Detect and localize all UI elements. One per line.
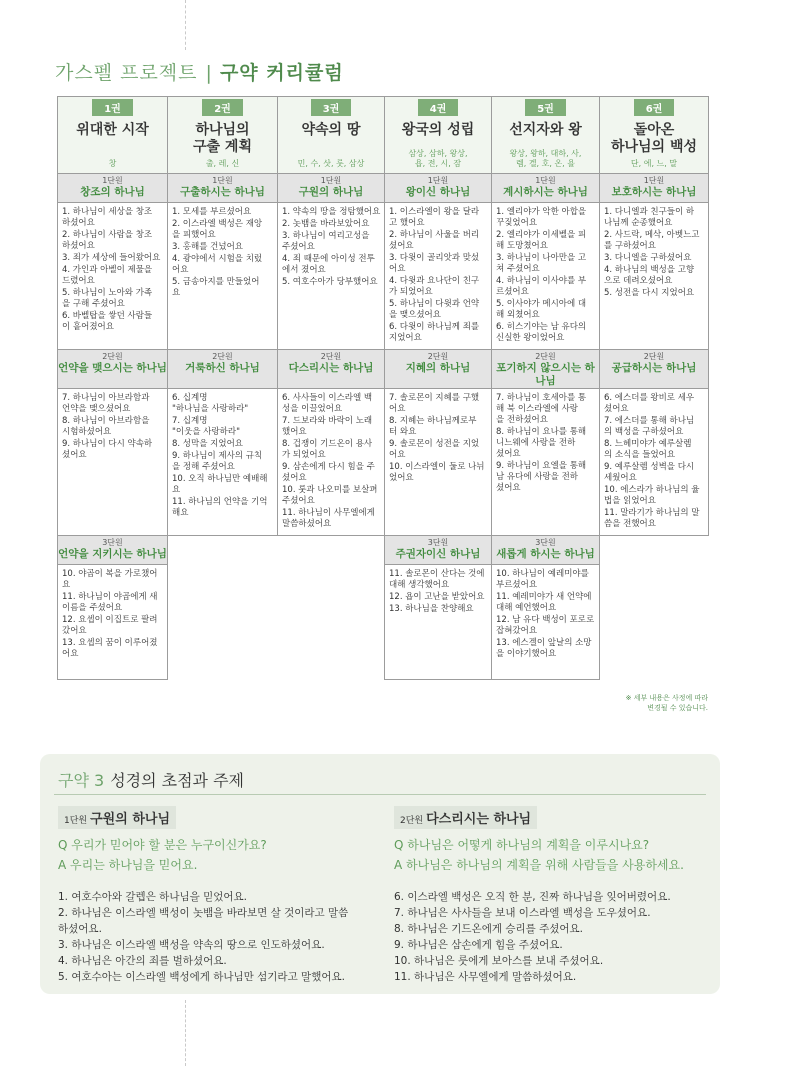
unit-title: 계시하시는 하나님 <box>503 186 588 198</box>
unit-number: 1단원 <box>427 176 449 185</box>
volume-number: 2권 <box>202 99 243 116</box>
lesson-item: 8. 성막을 지었어요 <box>172 439 243 449</box>
question: Q 우리가 믿어야 할 분은 누구이신가요? <box>58 838 267 852</box>
lesson-item: 3. 하나님이 여리고성을 주셨어요 <box>282 231 370 252</box>
lesson-item: 9. 솔로몬이 성전을 지었 어요 <box>389 439 480 460</box>
lesson-cell <box>58 203 168 350</box>
lesson-cell <box>492 565 600 680</box>
unit-number: 1단원 <box>320 176 342 185</box>
lesson-item: 3. 다윗이 골리앗과 맞섰 어요 <box>389 253 480 274</box>
volume-books: 창 <box>108 159 117 168</box>
lesson-item: 8. 지혜는 하나님께로부 터 와요 <box>389 416 477 437</box>
lesson-item: 11. 하나님의 언약을 기억 해요 <box>172 497 268 518</box>
unit-header <box>58 350 168 389</box>
lesson-item: 5. 여호수아는 이스라엘 백성에게 하나님만 섬기라고 말했어요. <box>58 971 345 983</box>
volume-title: 돌아온 하나님의 백성 <box>610 122 698 155</box>
unit-header <box>385 350 492 389</box>
lesson-item: 9. 하나님은 삼손에게 힘을 주셨어요. <box>394 939 563 951</box>
series-name: 가스펠 프로젝트 <box>55 62 198 84</box>
lesson-item: 4. 하나님의 백성을 고향 으로 데려오셨어요 <box>604 265 695 286</box>
lesson-item: 10. 하나님이 예레미야를 부르셨어요 <box>496 569 589 590</box>
unit-number: 1단원 <box>102 176 123 185</box>
lesson-item: 8. 겁쟁이 기드온이 용사 가 되었어요 <box>282 439 373 460</box>
lesson-cell <box>58 565 168 680</box>
lesson-list <box>600 203 708 304</box>
question-answer <box>58 835 368 875</box>
unit-header <box>168 174 278 203</box>
unit-number: 2단원 <box>643 352 665 361</box>
lesson-cell <box>600 389 709 536</box>
lesson-item: 10. 하나님은 룻에게 보아스를 보내 주셨어요. <box>394 955 604 967</box>
page-title <box>55 58 344 85</box>
volume-title: 위대한 시작 <box>76 122 149 138</box>
lesson-item: 10. 오직 하나님만 예배해 요 <box>172 474 268 495</box>
lesson-list <box>58 889 368 985</box>
question: Q 하나님은 어떻게 하나님의 계획을 이루시나요? <box>394 838 650 852</box>
lesson-item: 4. 광야에서 시험을 치렀 어요 <box>172 254 263 275</box>
lesson-item: 10. 룻과 나오미를 보살펴 주셨어요 <box>282 485 378 506</box>
volume-number: 5권 <box>525 99 566 116</box>
lesson-list <box>492 389 599 499</box>
lesson-item: 7. 십계명 "이웃을 사랑하라" <box>172 416 240 437</box>
volume-number: 4권 <box>418 99 459 116</box>
lesson-list <box>600 389 708 535</box>
unit-title: 구출하시는 하나님 <box>180 186 265 198</box>
lesson-list <box>278 203 384 293</box>
unit-number: 1단원 <box>535 176 556 185</box>
focus-heading <box>58 768 244 791</box>
empty-cell <box>600 536 709 565</box>
lesson-list <box>58 389 167 466</box>
lesson-item: 3. 하나님이 나아만을 고 쳐 주셨어요 <box>496 253 587 274</box>
volume-title: 왕국의 성립 <box>401 122 475 138</box>
unit-header <box>600 174 709 203</box>
unit-header <box>600 350 709 389</box>
unit-number: 1단원 <box>64 816 88 826</box>
lesson-row <box>58 565 709 680</box>
unit-title: 언약을 맺으시는 하나님 <box>58 362 167 374</box>
lesson-cell <box>168 389 278 536</box>
unit-number: 1단원 <box>212 176 233 185</box>
lesson-item: 8. 하나님은 기드온에게 승리를 주셨어요. <box>394 923 583 935</box>
unit-header <box>492 174 600 203</box>
lesson-item: 2. 이스라엘 백성은 재앙 을 피했어요 <box>172 219 263 240</box>
unit-header <box>58 174 168 203</box>
unit-title-row <box>58 174 709 203</box>
unit-number: 2단원 <box>427 352 449 361</box>
lesson-cell <box>278 389 385 536</box>
lesson-item: 4. 하나님이 이사야를 부 르셨어요 <box>496 276 587 297</box>
lesson-item: 5. 이사야가 메시아에 대 해 외쳤어요 <box>496 299 587 320</box>
lesson-item: 10. 이스라엘이 둘로 나뉘 었어요 <box>389 462 485 483</box>
lesson-item: 2. 하나님이 사울을 버리 셨어요 <box>389 230 480 251</box>
empty-cell <box>168 536 278 565</box>
lesson-item: 5. 성전을 다시 지었어요 <box>604 288 695 298</box>
unit-number: 2단원 <box>212 352 233 361</box>
volume-number: 3권 <box>311 99 352 116</box>
curriculum-title: 구약 커리큘럼 <box>219 62 344 84</box>
lesson-list <box>58 203 167 338</box>
volume-number: 6권 <box>634 99 675 116</box>
lesson-list <box>394 889 704 985</box>
lesson-cell <box>492 203 600 350</box>
unit-title-row <box>58 350 709 389</box>
unit-title: 구원의 하나님 <box>298 186 364 198</box>
unit-header <box>168 350 278 389</box>
lesson-item: 4. 죄 때문에 아이성 전투 에서 졌어요 <box>282 254 375 275</box>
fold-guide-bottom <box>185 1000 186 1066</box>
lesson-item: 5. 금송아지를 만들었어 요 <box>172 277 260 298</box>
unit-title: 공급하시는 하나님 <box>611 362 697 374</box>
lesson-item: 11. 하나님이 야곱에게 새 이름을 주셨어요 <box>62 592 158 613</box>
lesson-item: 11. 하나님은 사무엘에게 말씀하셨어요. <box>394 971 577 983</box>
volume-cell <box>58 97 168 174</box>
lesson-item: 3. 홍해를 건넜어요 <box>172 242 243 252</box>
volume-books: 삼상, 삼하, 왕상, 욥, 전, 시, 잠 <box>408 149 468 168</box>
unit-header <box>385 536 492 565</box>
lesson-item: 11. 솔로몬이 산다는 것에 대해 생각했어요 <box>389 569 485 590</box>
unit-header <box>385 174 492 203</box>
lesson-item: 1. 다니엘과 친구들이 하 나님께 순종했어요 <box>604 207 695 228</box>
lesson-list <box>492 203 599 349</box>
lesson-item: 8. 하나님이 요나를 통해 니느웨에 사랑을 전하 셨어요 <box>496 427 587 459</box>
lesson-item: 2. 사드락, 메삭, 아벳느고 를 구하셨어요 <box>604 230 700 251</box>
lesson-item: 13. 하나님을 찬양해요 <box>389 604 474 614</box>
unit-number: 2단원 <box>102 352 123 361</box>
lesson-cell <box>385 203 492 350</box>
volume-number: 1권 <box>92 99 133 116</box>
change-notice: ※ 세부 내용은 사정에 따라 변경될 수 있습니다. <box>625 694 708 712</box>
lesson-item: 11. 예레미야가 새 언약에 대해 예언했어요 <box>496 592 592 613</box>
lesson-item: 1. 약속의 땅을 정탐했어요 <box>282 207 381 217</box>
lesson-item: 1. 하나님이 세상을 창조 하셨어요 <box>62 207 153 228</box>
lesson-item: 1. 엘리야가 악한 아합을 꾸짖었어요 <box>496 207 587 228</box>
lesson-item: 9. 하나님이 다시 약속하 셨어요 <box>62 439 153 460</box>
volume-books: 출, 레, 신 <box>205 159 240 168</box>
unit-title: 주권자이신 하나님 <box>395 548 481 560</box>
lesson-item: 7. 하나님이 호세아를 통 해 북 이스라엘에 사랑 을 전하셨어요 <box>496 393 587 425</box>
volume-cell <box>600 97 709 174</box>
lesson-item: 3. 하나님은 이스라엘 백성을 약속의 땅으로 인도하셨어요. <box>58 939 325 951</box>
lesson-item: 8. 느헤미야가 예루살렘 의 소식을 들었어요 <box>604 439 692 460</box>
lesson-item: 5. 여호수아가 당부했어요 <box>282 277 378 287</box>
unit-header <box>278 174 385 203</box>
lesson-item: 6. 다윗이 하나님께 죄를 지었어요 <box>389 322 480 343</box>
lesson-row <box>58 203 709 350</box>
lesson-item: 7. 솔로몬이 지혜를 구했 어요 <box>389 393 480 414</box>
unit-number: 2단원 <box>535 352 556 361</box>
question-answer <box>394 835 704 875</box>
lesson-item: 1. 모세를 부르셨어요 <box>172 207 252 217</box>
lesson-item: 12. 요셉이 이집트로 팔려 갔어요 <box>62 615 158 636</box>
unit-number: 3단원 <box>535 538 556 547</box>
lesson-list <box>492 565 599 665</box>
volume-cell <box>385 97 492 174</box>
lesson-item: 7. 에스더를 통해 하나님 의 백성을 구하셨어요 <box>604 416 695 437</box>
lesson-list <box>385 203 491 349</box>
unit-title: 언약을 지키시는 하나님 <box>58 548 167 560</box>
volume-cell <box>492 97 600 174</box>
unit-title: 다스리시는 하나님 <box>426 812 532 827</box>
lesson-item: 4. 가인과 아벨이 제물을 드렸어요 <box>62 265 153 286</box>
volume-books: 왕상, 왕하, 대하, 사, 렘, 겔, 호, 온, 욜 <box>509 149 582 168</box>
unit-number: 2단원 <box>400 816 424 826</box>
unit-number: 1단원 <box>643 176 665 185</box>
lesson-item: 9. 하나님이 제사의 규칙 을 정해 주셨어요 <box>172 451 263 472</box>
lesson-item: 6. 에스더를 왕비로 세우 셨어요 <box>604 393 695 414</box>
unit-tag <box>58 806 176 829</box>
lesson-item: 11. 하나님이 사무엘에게 말씀하셨어요 <box>282 508 375 529</box>
lesson-item: 2. 하나님은 이스라엘 백성이 놋뱀을 바라보면 살 것이라고 말씀 하셨어요. <box>58 907 349 935</box>
unit-number: 3단원 <box>427 538 449 547</box>
lesson-item: 2. 하나님이 사람을 창조 하셨어요 <box>62 230 153 251</box>
lesson-item: 2. 놋뱀을 바라보았어요 <box>282 219 370 229</box>
title-divider: | <box>205 62 212 84</box>
lesson-list <box>168 203 277 304</box>
lesson-item: 1. 이스라엘이 왕을 달라 고 했어요 <box>389 207 480 228</box>
empty-cell <box>600 565 709 680</box>
lesson-cell <box>600 203 709 350</box>
empty-cell <box>278 565 385 680</box>
lesson-item: 9. 삼손에게 다시 힘을 주 셨어요 <box>282 462 375 483</box>
lesson-item: 3. 다니엘을 구하셨어요 <box>604 253 692 263</box>
lesson-item: 10. 야곱이 복을 가로챘어 요 <box>62 569 158 590</box>
lesson-list <box>168 389 277 524</box>
lesson-item: 1. 여호수아와 갈렙은 하나님을 믿었어요. <box>58 891 247 903</box>
unit-title: 지혜의 하나님 <box>405 362 471 374</box>
lesson-item: 7. 하나님은 사사들을 보내 이스라엘 백성을 도우셨어요. <box>394 907 651 919</box>
lesson-item: 7. 하나님이 아브라함과 언약을 맺으셨어요 <box>62 393 150 414</box>
lesson-item: 6. 십계명 "하나님을 사랑하라" <box>172 393 249 414</box>
lesson-item: 6. 사사들이 이스라엘 백 성을 이끌었어요 <box>282 393 373 414</box>
answer: A 우리는 하나님을 믿어요. <box>58 858 198 872</box>
unit-title: 포기하지 않으시는 하나님 <box>496 362 595 387</box>
unit-title: 구원의 하나님 <box>90 812 170 827</box>
lesson-item: 7. 드보라와 바락이 노래 했어요 <box>282 416 373 437</box>
lesson-item: 12. 욥이 고난을 받았어요 <box>389 592 485 602</box>
lesson-item: 9. 예루살렘 성벽을 다시 세웠어요 <box>604 462 695 483</box>
unit-number: 2단원 <box>320 352 342 361</box>
volume-header-row <box>58 97 709 174</box>
focus-theme-panel <box>40 754 720 994</box>
unit-title: 다스리시는 하나님 <box>288 362 374 374</box>
lesson-cell <box>385 389 492 536</box>
lesson-item: 13. 에스겔이 앞날의 소망 을 이야기했어요 <box>496 638 592 659</box>
lesson-item: 12. 남 유다 백성이 포로로 잡혀갔어요 <box>496 615 595 636</box>
lesson-item: 4. 하나님은 아간의 죄를 벌하셨어요. <box>58 955 227 967</box>
unit-header <box>58 536 168 565</box>
unit-title: 왕이신 하나님 <box>405 186 471 198</box>
volume-title: 약속의 땅 <box>301 122 361 138</box>
lesson-item: 10. 에스라가 하나님의 율 법을 읽었어요 <box>604 485 700 506</box>
lesson-item: 4. 다윗과 요나단이 친구 가 되었어요 <box>389 276 480 297</box>
lesson-item: 11. 말라기가 하나님의 말 씀을 전했어요 <box>604 508 700 529</box>
lesson-item: 13. 요셉의 꿈이 이루어졌 어요 <box>62 638 158 659</box>
focus-title: 성경의 초점과 주제 <box>110 771 245 790</box>
focus-unit-1 <box>58 806 368 985</box>
lesson-item: 5. 하나님이 다윗과 언약 을 맺으셨어요 <box>389 299 480 320</box>
unit-title-row <box>58 536 709 565</box>
unit-header <box>278 350 385 389</box>
empty-cell <box>168 565 278 680</box>
volume-cell <box>168 97 278 174</box>
lesson-item: 9. 하나님이 요엘을 통해 남 유다에 사랑을 전하 셨어요 <box>496 461 587 493</box>
focus-series: 구약 3 <box>58 771 105 790</box>
unit-title: 새롭게 하시는 하나님 <box>496 548 595 560</box>
lesson-cell <box>278 203 385 350</box>
focus-divider <box>54 794 706 795</box>
focus-unit-2 <box>394 806 704 985</box>
answer: A 하나님은 하나님의 계획을 위해 사람들을 사용하세요. <box>394 858 684 872</box>
volume-title: 하나님의 구출 계획 <box>193 122 252 155</box>
lesson-row <box>58 389 709 536</box>
lesson-cell <box>385 565 492 680</box>
volume-cell <box>278 97 385 174</box>
lesson-list <box>278 389 384 535</box>
volume-title: 선지자와 왕 <box>509 122 582 138</box>
lesson-item: 2. 엘리야가 이세벨을 피 해 도망쳤어요 <box>496 230 587 251</box>
empty-cell <box>278 536 385 565</box>
unit-title: 보호하시는 하나님 <box>611 186 697 198</box>
lesson-list <box>385 389 491 489</box>
fold-guide-top <box>185 0 186 50</box>
unit-header <box>492 536 600 565</box>
lesson-cell <box>58 389 168 536</box>
unit-header <box>492 350 600 389</box>
unit-title: 창조의 하나님 <box>80 186 145 198</box>
volume-books: 단, 에, 느, 말 <box>630 159 678 168</box>
lesson-item: 5. 하나님이 노아와 가족 을 구해 주셨어요 <box>62 288 153 309</box>
curriculum-table <box>57 96 709 680</box>
lesson-item: 3. 죄가 세상에 들어왔어요 <box>62 253 161 263</box>
unit-title: 거룩하신 하나님 <box>185 362 260 374</box>
lesson-item: 6. 이스라엘 백성은 오직 한 분, 진짜 하나님을 잊어버렸어요. <box>394 891 671 903</box>
volume-books: 민, 수, 삿, 룻, 삼상 <box>297 159 365 168</box>
lesson-item: 6. 히스기야는 남 유다의 신실한 왕이었어요 <box>496 322 587 343</box>
lesson-cell <box>168 203 278 350</box>
lesson-item: 6. 바벨탑을 쌓던 사람들 이 흩어졌어요 <box>62 311 153 332</box>
lesson-list <box>58 565 167 665</box>
unit-tag <box>394 806 537 829</box>
lesson-cell <box>492 389 600 536</box>
lesson-item: 8. 하나님이 아브라함을 시험하셨어요 <box>62 416 150 437</box>
unit-number: 3단원 <box>102 538 123 547</box>
lesson-list <box>385 565 491 620</box>
